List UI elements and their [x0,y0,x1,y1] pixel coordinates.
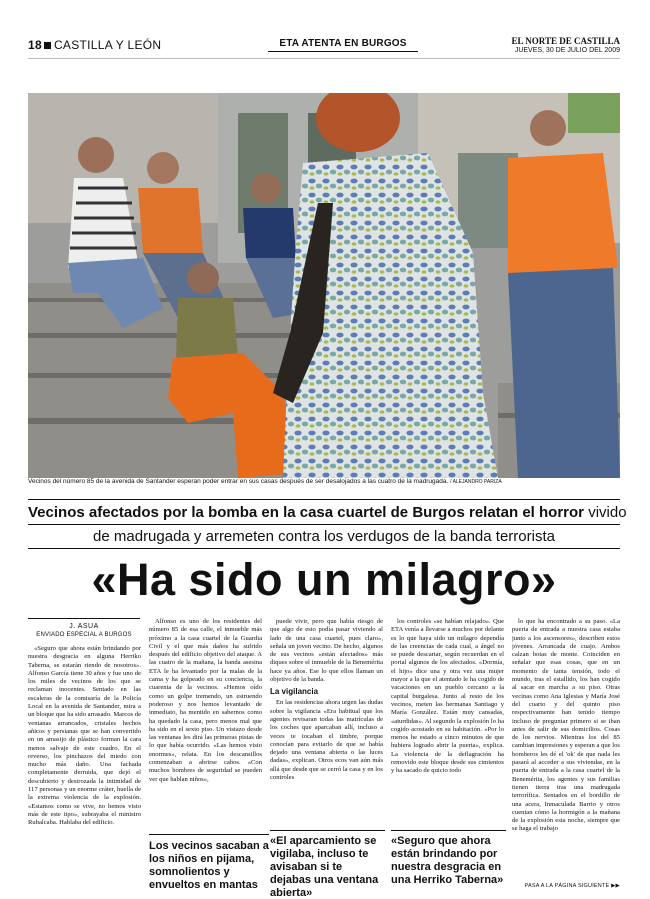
deck-line-2: de madrugada y arremeten contra los verdugos de la banda terrorista [28,525,620,549]
body-column-5 [512,618,620,881]
continue-link[interactable]: PASA A LA PÁGINA SIGUIENTE ▶▶ [524,883,620,889]
author-role: ENVIADO ESPECIAL A BURGOS [36,632,132,638]
subheading: La vigilancia [270,687,319,697]
body-column-3 [270,618,383,830]
body-column-2 [149,618,262,835]
page-number: 18 [28,38,42,52]
caption-text: Vecinos del número 85 de la avenida de Santander esperan poder entrar en sus casas después de ser desalojados a las cuatro de la madrugada. [28,478,449,485]
masthead [512,37,620,55]
deck-subheadline [28,499,627,549]
section-name: CASTILLA Y LEÓN [53,38,162,52]
paragraph: los controles «se habían relajado». Que ETA venía a llevarse a muchos por delante es lo que haya sido un milagro dependía de las creencias de cada cual, a ángel no se puede descartar, según recuerdan en el portal algunos de los afectados. «Dormía, el hijo» dice una y otra vez una mujer mayor a la que el atentado le ha cogido de vacaciones en un pueblo cercano a la capital burgalesa. Junto al resto de los vecinos, meten las hermanas Santiago y María González. Están muy cansadas, «aturdidas». Al segundo la explosión lo ha cogido acostado en su habitación. «Por lo menos he estado a cinco minutos de que hubiera logrado abrir la puerta», explica. La violencia de la deflagración ha removido este bloque desde sus cimientos y ha sacado de quicio todo [391,618,504,775]
issue-date: JUEVES, 30 DE JULIO DEL 2009 [514,47,620,54]
header-rule [28,58,620,59]
pullquote-text: «Seguro que ahora están brindando por nuestra desgracia en una Herriko Taberna» [391,835,504,886]
square-bullet-icon [44,42,51,49]
paragraph: «Seguro que ahora están brindando por nuestra desgracia en alguna Herriko Taberna, se estarán riendo de nosotros». Alfonso García tiene 30 años y fue uno de los miles de vecinos de los que se reclaman inocentes. Sentado en las escaleras de la comisaría de la Policía Local en la avenida de Santander, mira a un bloque que ha sido arrasado. Marcos de ventanas arrancados, cristales hechos añicos y persianas que se han convertido en un amasijo de plástico forman la cara menos salvaje de este cuadro. En el reverso, los pinchazos del miedo con mucho más daño. Una fachada completamente derruida, que dejó el descubierto y destrozada la intimidad de 117 personas y un enorme cráter, huella de la extrema violencia de la explosión. «Estamos como se vive, no hemos visto más de este tipo», subrayaba el ministro Rubalcaba. Hablaba del edificio. [28,645,141,827]
paragraph: Alfonso es uno de los residentes del número 85 de esa calle, el inmueble más próximo a la casa cuartel de la Guardia Civil y el que más daños ha sufrido después del edificio objetivo del ataque. A las cuatro de la mañana, la banda asesina ETA le ha levantado por la malas de la cama y ha golpeado en su conciencia, la cuarenta de la vecinos. «Hemos oído como un golpe tremendo, un estruendo poderoso y nos hemos levantado de inmediato, ha mentido en sabernos como ha quedado la casa, pero menos mal que ha sido en el sexto piso. Un vistazo desde las ventanas les dirá las primeras pistas de lo que había ocurrido. «Las hemos visto enormes», relata. En los descansillos comenzaban a abrirse cabos. «Con muchos hombres de seguridad se pueden ver que hablan niños», [149,618,262,783]
pullquote-1: Los vecinos sacaban a los niños en pijama, somnolientos y envueltos en mantas [149,834,269,892]
page-header [28,38,620,56]
deck-rest: vivido [588,504,627,521]
byline [28,618,140,638]
section-label [28,38,161,52]
story-kicker: ETA ATENTA EN BURGOS [268,38,418,52]
pullquote-3 [391,830,506,887]
news-photo [28,93,620,478]
paragraph: En las residencias ahora urgen las dudas sobre la vigilancia «Era habitual que los agentes revisaran todas las matrículas de los coches que aparcaban allí, incluso a veces te tocaban el timbre, porque conocían para evitarlo de que se había dejado una ventana abierta o las luces dadas», explican. Otros ecos van aún más allá que desde que se cerró la casa y en los controles [270,699,383,782]
deck-bold: Vecinos afectados por la bomba en la casa cuartel de Burgos relatan el horror [28,504,585,521]
photo-illustration [28,93,620,478]
photo-credit: / ALEJANDRO PARIZA [450,479,502,485]
paragraph: puede vivir, pero que había riesgo de que algo de esto podía pasar viviendo al lado de una casa cuartel, pues claro», señala un joven vecino. De hecho, algunos de sus vecinos «están afectados» más diques sobre el inmueble de la Benemérita hace ya años. Ese lo que ellos llaman un objetivo de la banda. [270,618,383,684]
headline: «Ha sido un milagro» [91,554,557,605]
photo-caption [28,478,620,486]
publication-name: EL NORTE DE CASTILLA [511,36,620,46]
pullquote-text: «El aparcamiento se vigilaba, incluso te avisaban si te dejabas una ventana abierta» [270,835,379,899]
body-column-4 [391,618,504,830]
pullquote-2 [270,830,385,899]
paragraph: lo que ha encontrado a su paso. «La puerta de entrada a nuestra casa estaba junto a los ascensores», describen estos jóvenes. Arrancada de cuajo. Ambos calzan botas de monte. Coinciden en señalar que esas cosas, que en un momento de tanta tensión, todo el mundo, tras el estallido, los han cogido al sacar en marcha a su piso. Otras vecinas como Ana Iglesias y María José del cuarto y del quinto piso respectivamente han tenido tiempo incluso de preguntar primero si se iban antes de salir de sus domicilios. Cosas de los nervios. Mientras los del 85 cambian impresiones y esperan a que los bomberos les dé el 'ok' de que nada les pasará al acceder a sus viviendas, en la puerta de entrada a la casa cuartel de la Benemérita, los agentes y sus familias tienen tierra tras una madrugada terrorífica. Sentados en el bordillo de una acera, Inmaculada Barrio y otros cuentan cómo la hormigón a la mañana de la explosión esta noche, siempre que se haga el trabajo [512,618,620,833]
deck-line-1 [28,499,627,525]
author-name: J. ASUA [28,618,140,630]
body-column-1 [28,645,141,889]
